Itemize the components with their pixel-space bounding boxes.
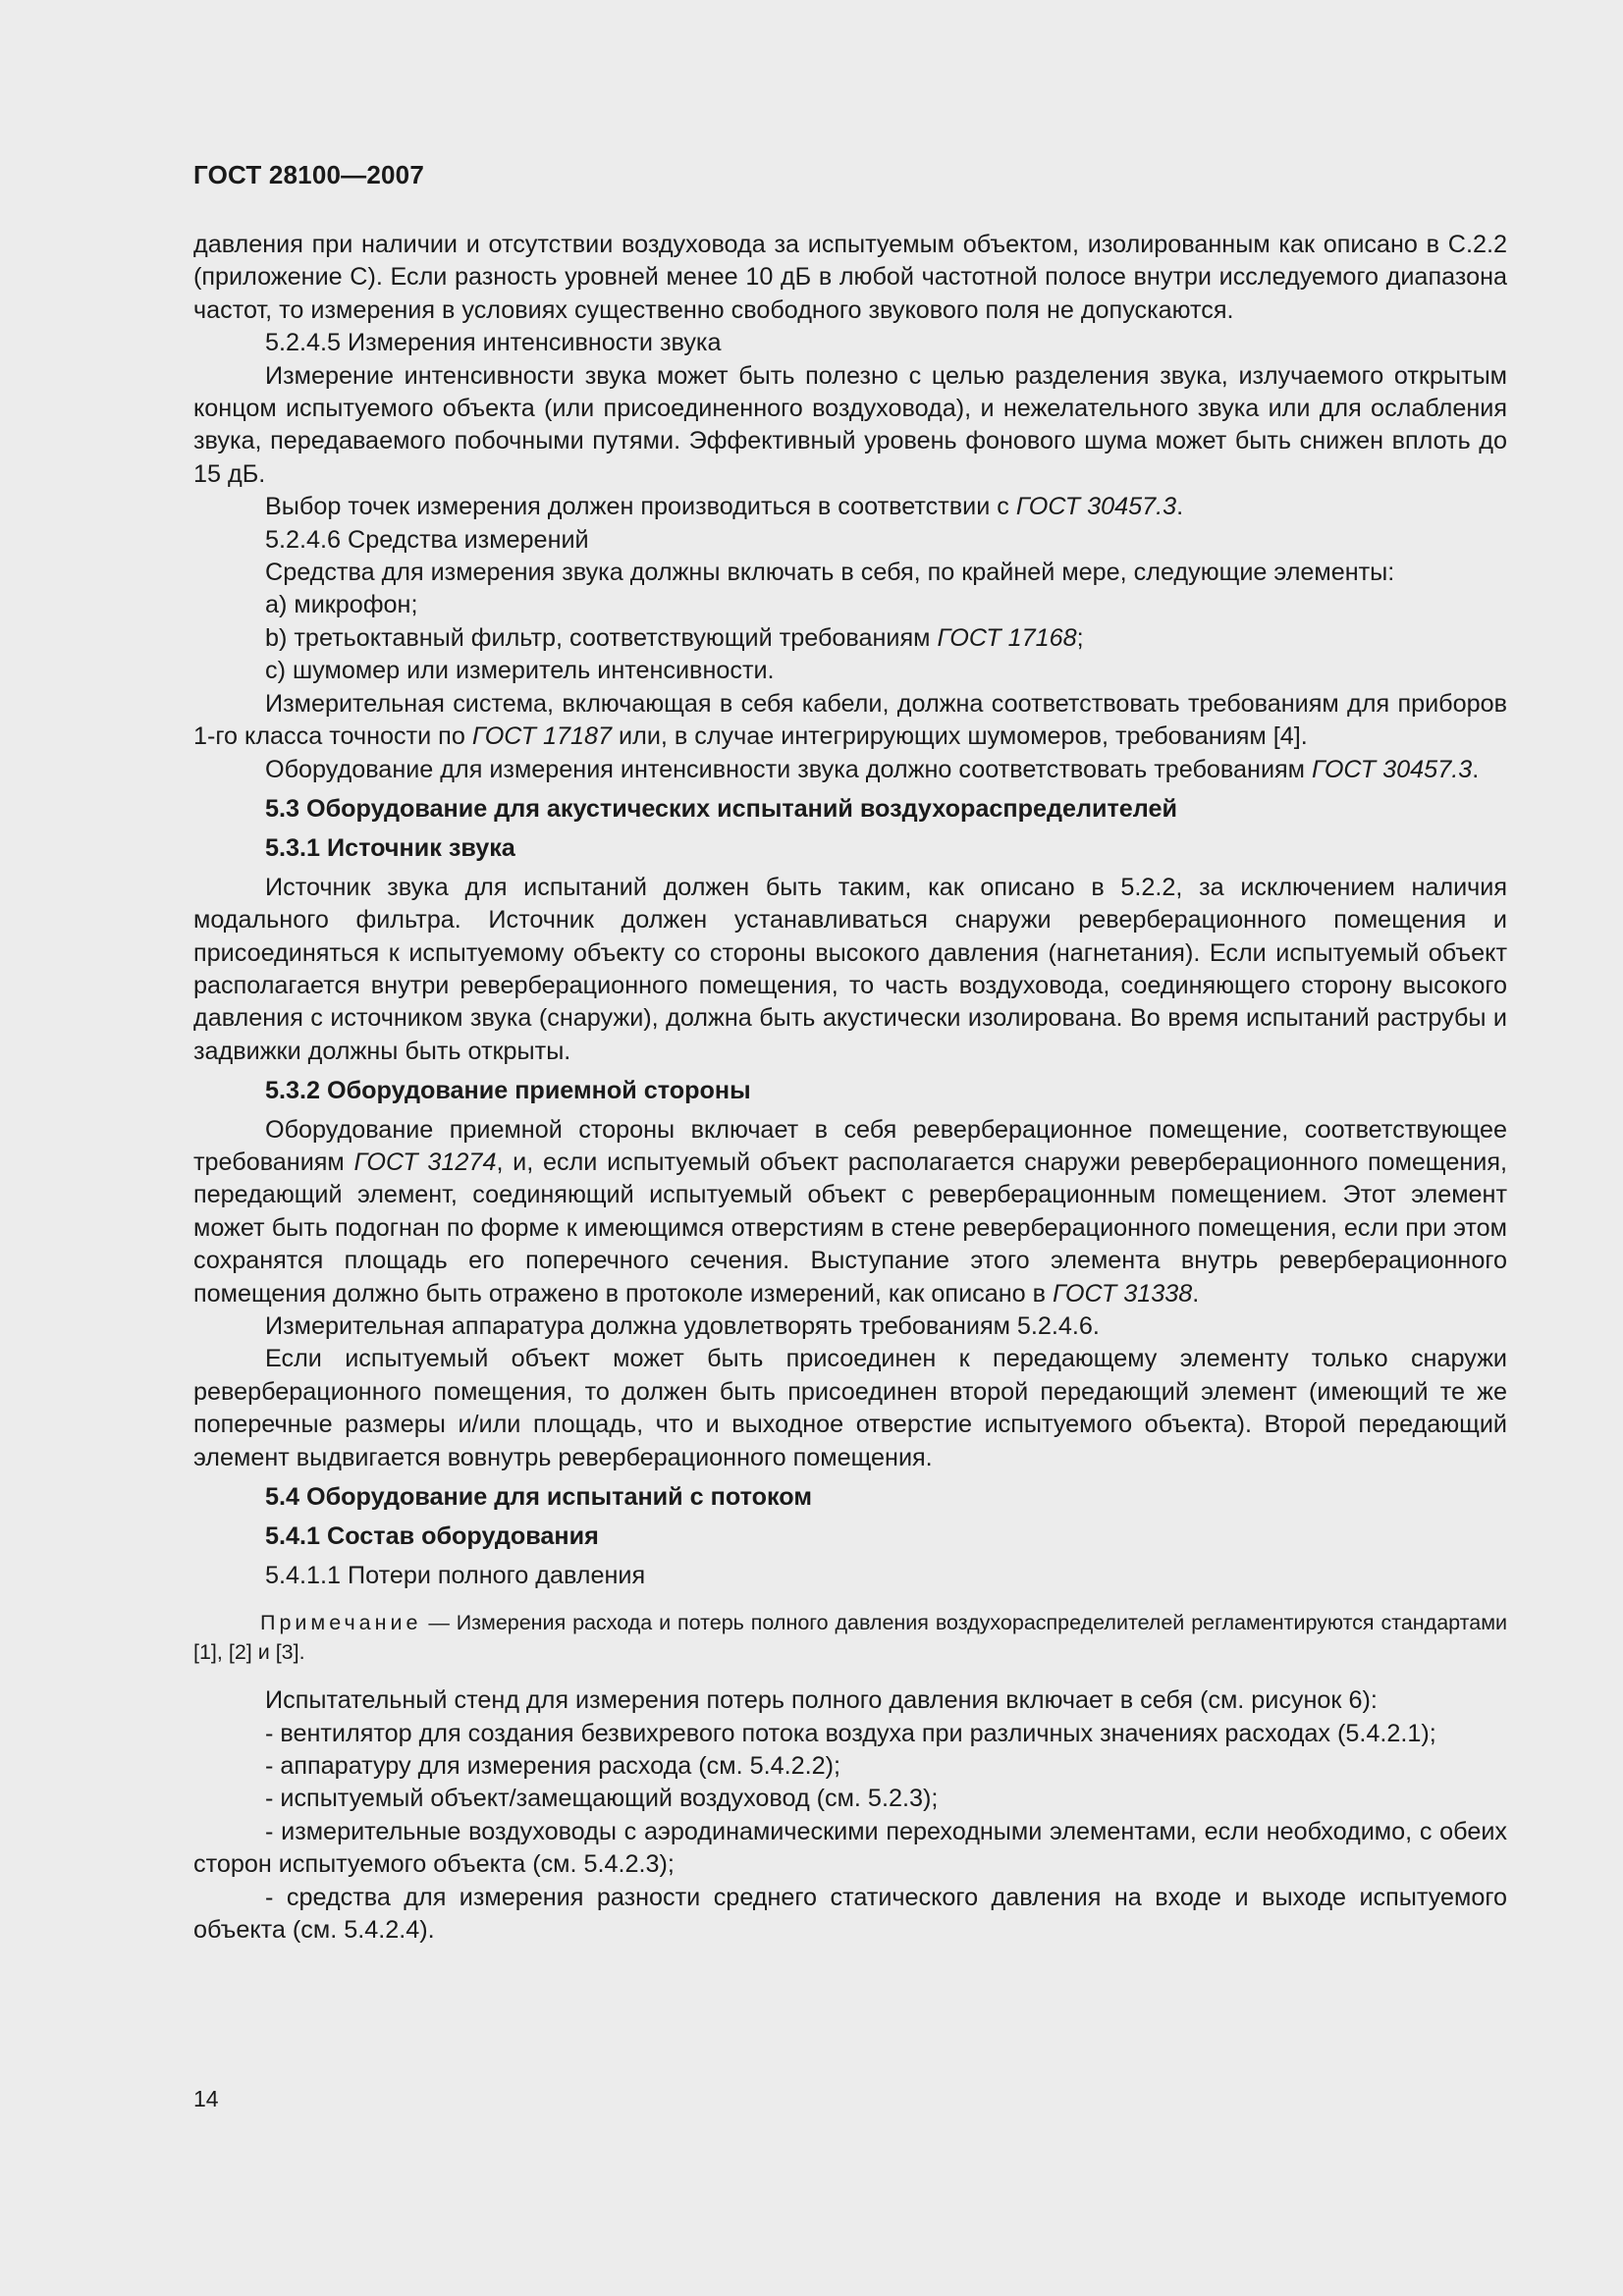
section-heading-5-4-1: 5.4.1 Состав оборудования bbox=[265, 1522, 599, 1551]
paragraph: Измерение интенсивности звука может быть полезно с целью разделения звука, излучаемого открытым концом испытуемого объекта (или присоединенного воздуховода), и нежелательного звука или для ослабления звука, передаваемого побочными путями. Эффективный уровень фонового шума может быть снижен вплоть до 15 дБ. bbox=[193, 361, 1507, 488]
document-header: ГОСТ 28100—2007 bbox=[193, 160, 424, 189]
standard-reference: ГОСТ 31274 bbox=[353, 1148, 497, 1176]
paragraph: Измерительная система, включающая в себя кабели, должна соответствовать требованиям для приборов 1-го класса точности по ГОСТ 17187 или, в случае интегрирующих шумомеров, требованиям [4]. bbox=[193, 689, 1507, 751]
section-heading-5-3: 5.3 Оборудование для акустических испытаний воздухораспределителей bbox=[265, 794, 1177, 823]
list-item: b) третьоктавный фильтр, соответствующий требованиям ГОСТ 17168; bbox=[265, 623, 1084, 652]
subsection-heading-5-2-4-6: 5.2.4.6 Средства измерений bbox=[265, 525, 589, 554]
document-body bbox=[193, 229, 1507, 1948]
paragraph: давления при наличии и отсутствии воздуховода за испытуемым объектом, изолированным как описано в С.2.2 (приложение С). Если разность уровней менее 10 дБ в любой частотной полосе внутри исследуемого диапазона частот, то измерения в условиях существенно свободного звукового поля не допускаются. bbox=[193, 231, 1507, 324]
paragraph: Если испытуемый объект может быть присоединен к передающему элементу только снаружи реверберационного помещения, то должен быть присоединен второй передающий элемент (имеющий те же поперечные размеры и/или площадь, что и выходное отверстие испытуемого объекта). Второй передающий элемент выдвигается вовнутрь реверберационного помещения. bbox=[193, 1345, 1507, 1471]
note-label: Примечание bbox=[260, 1611, 422, 1635]
subsection-heading-5-2-4-5: 5.2.4.5 Измерения интенсивности звука bbox=[265, 329, 722, 357]
paragraph: Оборудование для измерения интенсивности звука должно соответствовать требованиям ГОСТ 30457.3. bbox=[265, 755, 1480, 783]
paragraph: Средства для измерения звука должны включать в себя, по крайней мере, следующие элементы: bbox=[265, 559, 1395, 587]
standard-reference: ГОСТ 17168 bbox=[937, 623, 1077, 652]
standard-reference: ГОСТ 30457.3 bbox=[1311, 755, 1473, 783]
section-heading-5-3-2: 5.3.2 Оборудование приемной стороны bbox=[265, 1077, 751, 1105]
section-heading-5-3-1: 5.3.1 Источник звука bbox=[265, 834, 515, 863]
dash-list-item: - аппаратуру для измерения расхода (см. 5.4.2.2); bbox=[265, 1752, 840, 1781]
list-item: c) шумомер или измеритель интенсивности. bbox=[265, 657, 775, 685]
subsection-heading-5-4-1-1: 5.4.1.1 Потери полного давления bbox=[265, 1561, 646, 1589]
paragraph: Оборудование приемной стороны включает в себя реверберационное помещение, соответствующее требованиям ГОСТ 31274, и, если испытуемый объект располагается снаружи реверберационного помещения, передающий элемент, соединяющий испытуемый объект с реверберационным помещением. Этот элемент может быть подогнан по форме к имеющимся отверстиям в стене реверберационного помещения, если при этом сохранятся площадь его поперечного сечения. Выступание этого элемента внутрь реверберационного помещения должно быть отражено в протоколе измерений, как описано в ГОСТ 31338. bbox=[193, 1115, 1507, 1308]
paragraph: Измерительная аппаратура должна удовлетворять требованиям 5.2.4.6. bbox=[265, 1312, 1100, 1340]
standard-reference: ГОСТ 17187 bbox=[471, 722, 613, 751]
paragraph: Выбор точек измерения должен производиться в соответствии с ГОСТ 30457.3. bbox=[265, 493, 1184, 521]
note bbox=[193, 1608, 1507, 1667]
page-number: 14 bbox=[193, 2086, 219, 2111]
note-text: — Измерения расхода и потерь полного давления воздухораспределителей регламентируются стандартами [1], [2] и [3]. bbox=[193, 1611, 1507, 1665]
standard-reference: ГОСТ 30457.3 bbox=[1015, 493, 1177, 521]
paragraph: Источник звука для испытаний должен быть таким, как описано в 5.2.2, за исключением наличия модального фильтра. Источник должен устанавливаться снаружи реверберационного помещения и присоединяться к испытуемому объекту со стороны высокого давления (нагнетания). Если испытуемый объект располагается внутри реверберационного помещения, то часть воздуховода, соединяющего сторону высокого давления с источником звука (снаружи), должна быть акустически изолирована. Во время испытаний раструбы и задвижки должны быть открыты. bbox=[193, 873, 1507, 1065]
standard-reference: ГОСТ 31338 bbox=[1053, 1279, 1193, 1308]
dash-list-item: - измерительные воздуховоды с аэродинамическими переходными элементами, если необходимо, с обеих сторон испытуемого объекта (см. 5.4.2.3); bbox=[193, 1817, 1507, 1879]
paragraph: Испытательный стенд для измерения потерь полного давления включает в себя (см. рисунок 6): bbox=[265, 1686, 1378, 1715]
section-heading-5-4: 5.4 Оборудование для испытаний с потоком bbox=[265, 1483, 812, 1512]
dash-list-item: - вентилятор для создания безвихревого потока воздуха при различных значениях расходах (5.4.2.1); bbox=[265, 1719, 1436, 1747]
list-item: a) микрофон; bbox=[265, 591, 418, 619]
dash-list-item: - средства для измерения разности среднего статического давления на входе и выходе испытуемого объекта (см. 5.4.2.4). bbox=[193, 1883, 1507, 1945]
dash-list-item: - испытуемый объект/замещающий воздуховод (см. 5.2.3); bbox=[265, 1785, 939, 1813]
